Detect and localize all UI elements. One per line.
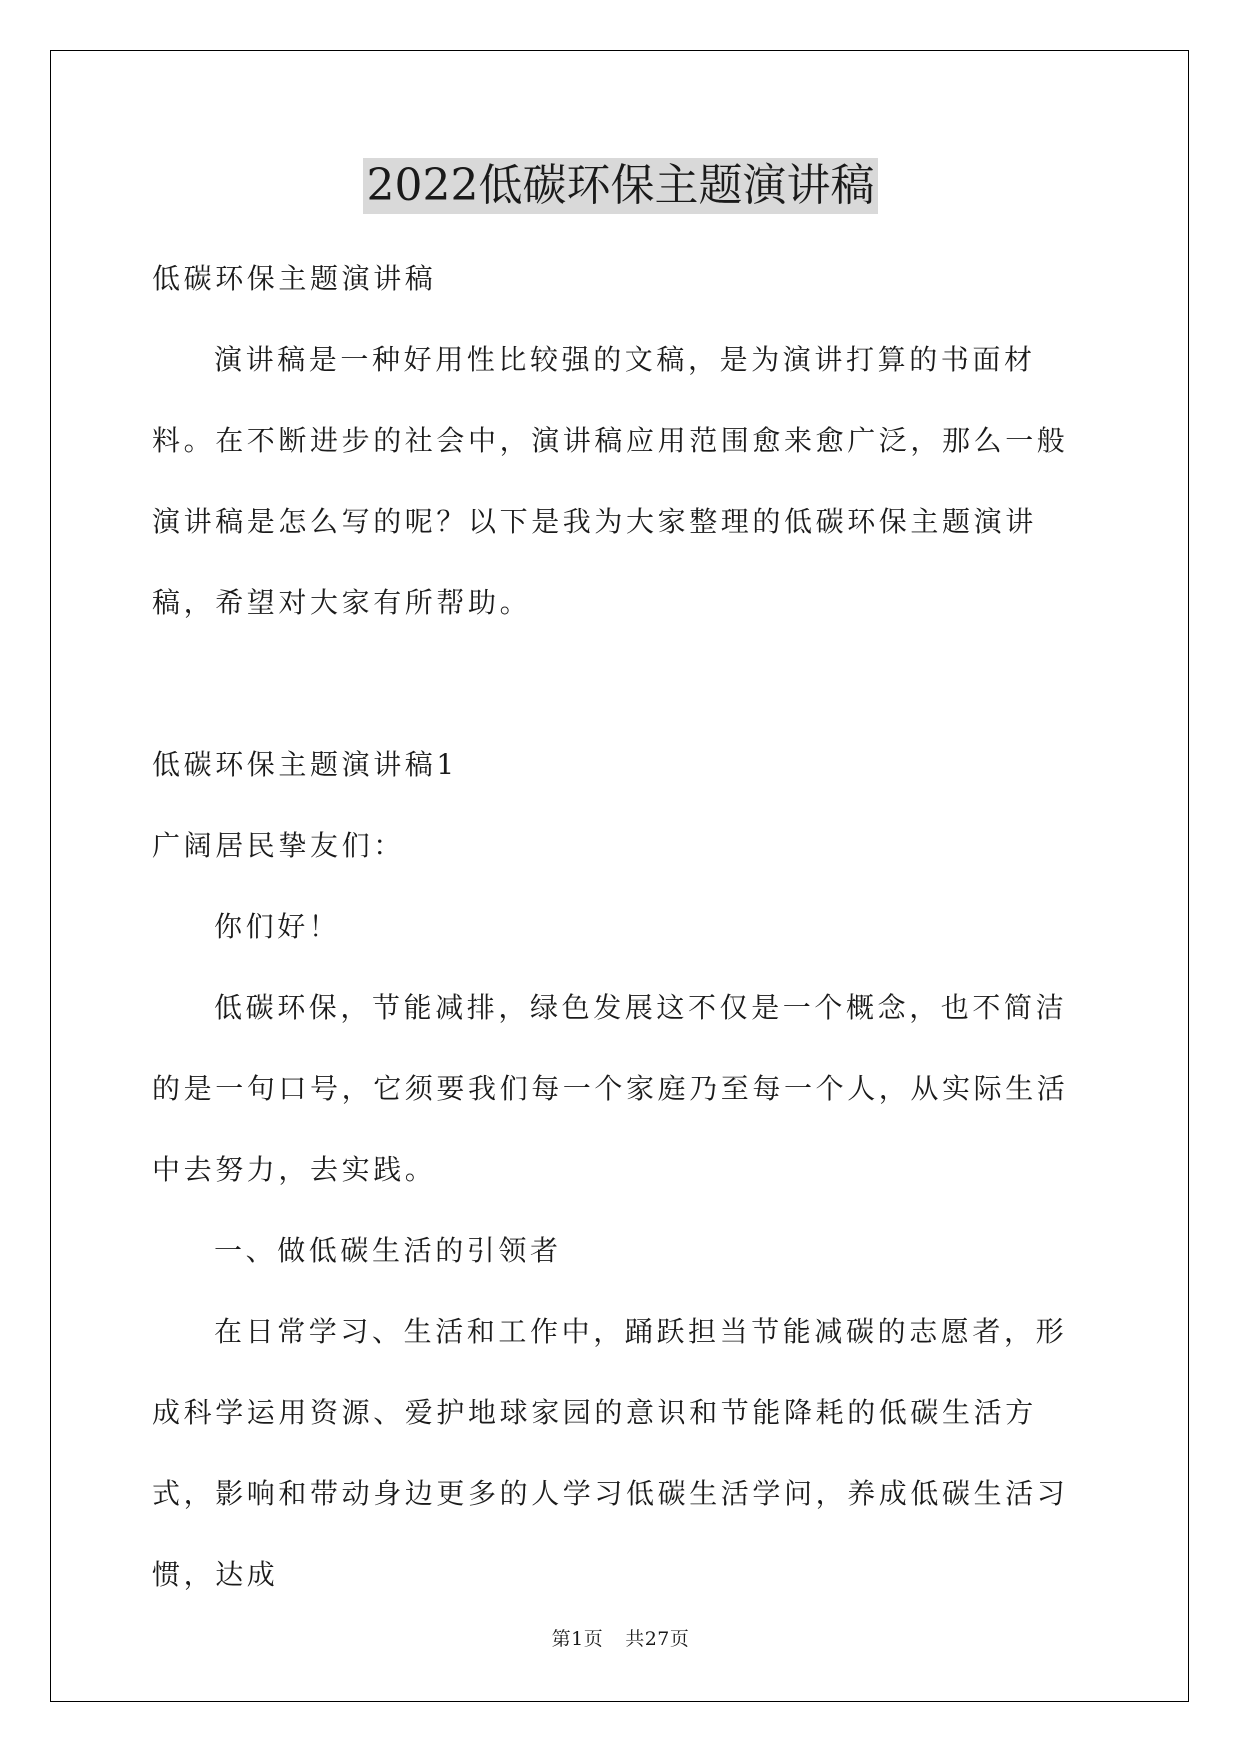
page-number-total: 共27页 [625,1628,690,1650]
greeting: 你们好！ [214,910,341,943]
title-container [0,158,1241,214]
document-title: 2022低碳环保主题演讲稿 [363,158,879,214]
salutation: 广阔居民挚友们： [152,829,405,862]
page-number-current: 第1页 [551,1628,604,1650]
body-paragraph-2: 在日常学习、生活和工作中，踊跃担当节能减碳的志愿者，形成科学运用资源、爱护地球家园的意识和节能降耗的低碳生活方式，影响和带动身边更多的人学习低碳生活学问，养成低碳生活习惯，达成 [152,1315,1069,1591]
page-footer [0,1626,1241,1652]
subtitle: 低碳环保主题演讲稿 [152,262,437,295]
intro-paragraph: 演讲稿是一种好用性比较强的文稿，是为演讲打算的书面材料。在不断进步的社会中，演讲稿应用范围愈来愈广泛，那么一般演讲稿是怎么写的呢？以下是我为大家整理的低碳环保主题演讲稿，希望对大家有所帮助。 [152,343,1069,619]
section-heading: 低碳环保主题演讲稿1 [152,748,458,781]
document-body [152,238,1092,1615]
body-paragraph-1: 低碳环保，节能减排，绿色发展这不仅是一个概念，也不简洁的是一句口号，它须要我们每一个家庭乃至每一个人，从实际生活中去努力，去实践。 [152,991,1069,1186]
point-1-heading: 一、做低碳生活的引领者 [214,1234,562,1267]
